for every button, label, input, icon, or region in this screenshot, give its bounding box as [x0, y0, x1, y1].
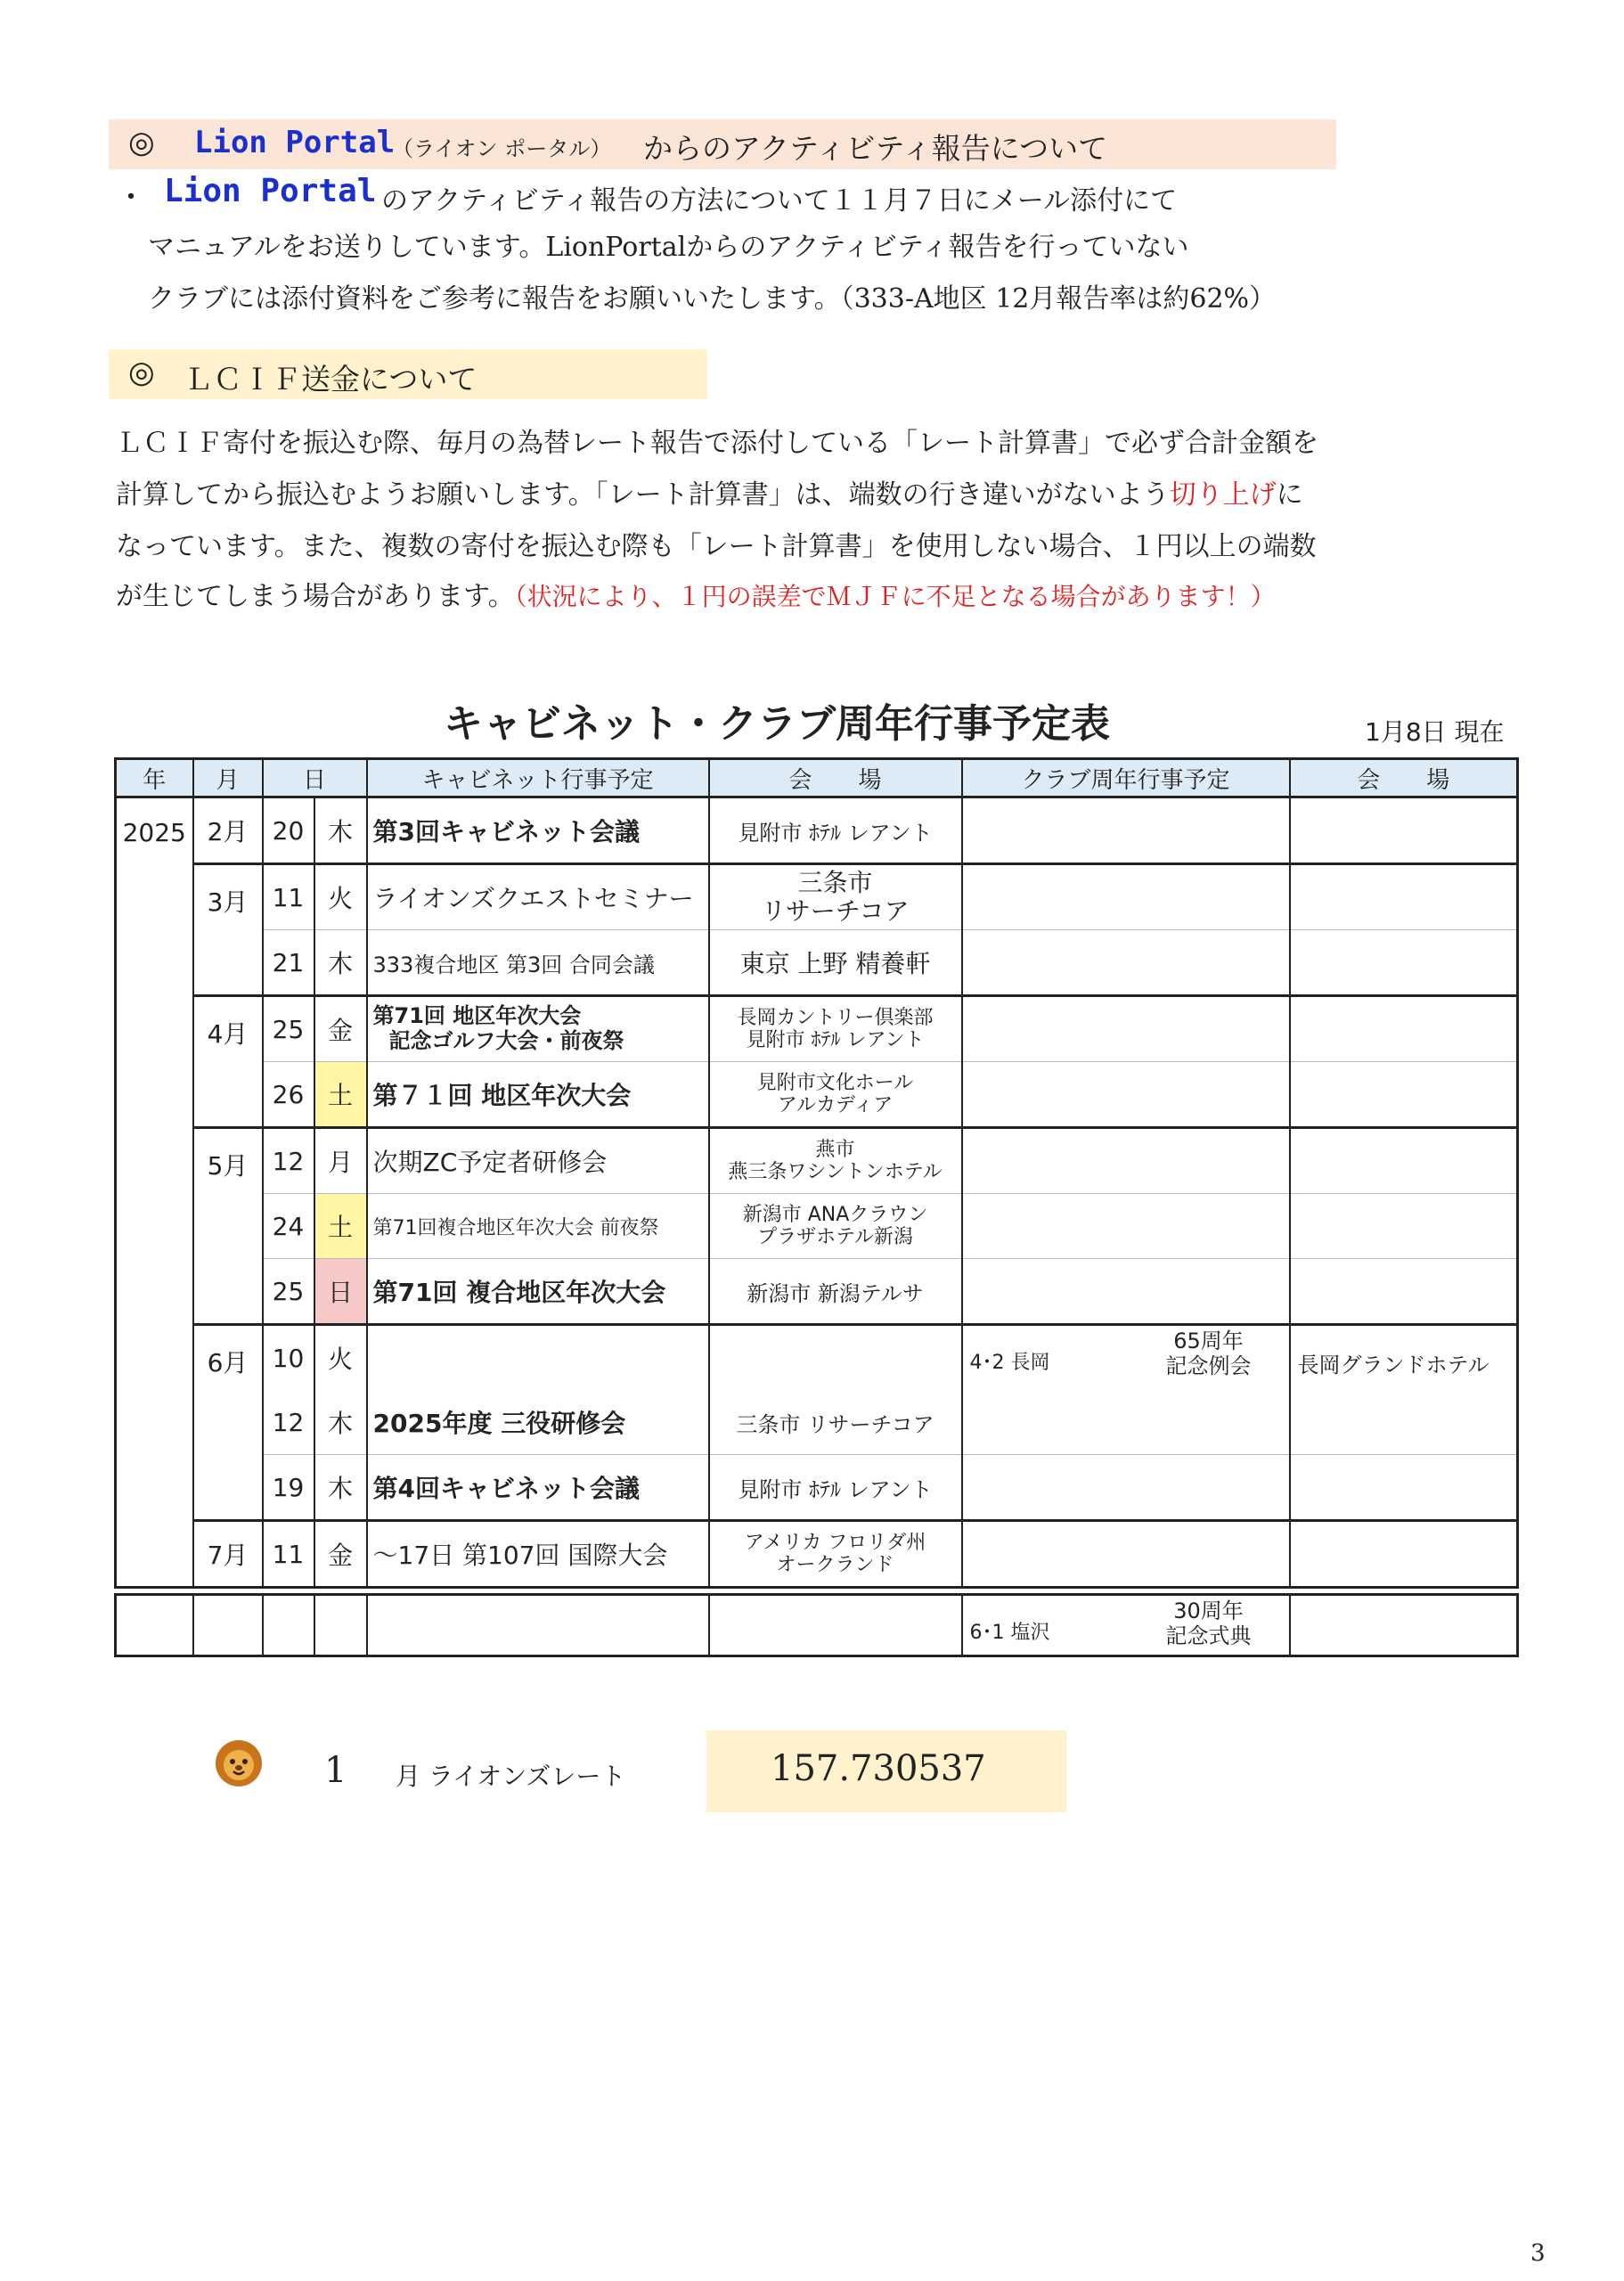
club-event-line: 65周年 — [1173, 1329, 1244, 1353]
club-event-cell — [962, 1062, 1290, 1128]
day-cell: 19 — [263, 1455, 314, 1521]
weekday-cell: 木 — [314, 1455, 367, 1521]
event-cell: 第3回キャビネット会議 — [367, 797, 709, 864]
venue-line: 見附市 ﾎﾃﾙ レアント — [746, 1029, 925, 1051]
table-row — [116, 1128, 1518, 1194]
club-venue-cell — [1290, 996, 1518, 1062]
lcif-warning: （状況により、１円の誤差でＭＪＦに不足となる場合があります！） — [514, 582, 1276, 611]
day-cell — [263, 1595, 314, 1656]
table-header-row — [116, 759, 1518, 797]
event-cell: ライオンズクエストセミナー — [367, 864, 709, 930]
weekday-cell-sunday: 日 — [314, 1259, 367, 1325]
club-event-cell — [962, 1128, 1290, 1194]
event-line: 記念ゴルフ大会・前夜祭 — [388, 1028, 624, 1053]
month-cell: 3月 — [193, 864, 263, 996]
event-cell — [367, 1325, 709, 1391]
event-cell: 2025年度 三役研修会 — [367, 1390, 709, 1455]
column-header-club-venue: 会 場 — [1290, 759, 1518, 797]
lion-portal-line-2: マニュアルをお送りしています。LionPortalからのアクティビティ報告を行っていない — [148, 232, 1189, 263]
venue-cell: 見附市 ﾎﾃﾙ レアント — [709, 797, 962, 864]
lcif-title: ＬＣＩＦ送金について — [184, 362, 477, 397]
event-cell: 333複合地区 第3回 合同会議 — [367, 930, 709, 996]
lion-portal-line-1: のアクティビティ報告の方法について１１月７日にメール添付にて — [381, 185, 1178, 217]
day-cell: 12 — [263, 1390, 314, 1455]
venue-line: アメリカ フロリダ州 — [744, 1531, 926, 1554]
club-event — [1166, 1329, 1252, 1378]
club-venue-cell — [1290, 797, 1518, 864]
venue-cell: 新潟市 新潟テルサ — [709, 1259, 962, 1325]
club-venue-cell: 長岡グランドホテル — [1290, 1325, 1518, 1455]
club-venue-cell — [1290, 1595, 1518, 1656]
day-cell: 25 — [263, 996, 314, 1062]
table-row — [116, 1194, 1518, 1259]
venue-cell — [709, 864, 962, 930]
year-cell — [116, 1595, 193, 1656]
event-cell: ～17日 第107回 国際大会 — [367, 1521, 709, 1588]
lcif-text: に — [1276, 479, 1303, 511]
venue-line: 燕市 — [815, 1138, 855, 1161]
event-cell: 第71回 複合地区年次大会 — [367, 1259, 709, 1325]
table-row — [116, 996, 1518, 1062]
venue-line: 長岡カントリー倶楽部 — [737, 1006, 934, 1029]
table-row — [116, 864, 1518, 930]
table-row — [116, 1325, 1518, 1391]
column-header-cabinet-event: キャビネット行事予定 — [367, 759, 709, 797]
club-event-cell — [962, 797, 1290, 864]
lion-icon — [214, 1737, 264, 1789]
club-event-cell — [962, 1455, 1290, 1521]
table-row — [116, 1259, 1518, 1325]
club-event-line: 30周年 — [1173, 1598, 1244, 1623]
column-header-venue: 会 場 — [709, 759, 962, 797]
schedule-title: キャビネット・クラブ周年行事予定表 — [444, 701, 1110, 747]
weekday-cell: 火 — [314, 864, 367, 930]
club-event-cell — [962, 1194, 1290, 1259]
club-venue-cell — [1290, 1521, 1518, 1588]
club-event-cell — [962, 1521, 1290, 1588]
venue-line: 三条市 — [797, 867, 873, 897]
table-row — [116, 1595, 1518, 1656]
event-cell: 第７１回 地区年次大会 — [367, 1062, 709, 1128]
weekday-cell: 火 — [314, 1325, 367, 1391]
venue-cell — [709, 1062, 962, 1128]
column-header-month: 月 — [193, 759, 263, 797]
lcif-paragraph-line-3: なっています。また、複数の寄付を振込む際も「レート計算書」を使用しない場合、１円以上の端数 — [116, 531, 1317, 562]
schedule-table — [114, 757, 1519, 1589]
weekday-cell: 金 — [314, 996, 367, 1062]
day-cell: 24 — [263, 1194, 314, 1259]
month-cell: 6月 — [193, 1325, 263, 1521]
event-cell — [367, 1595, 709, 1656]
club-venue-cell — [1290, 1455, 1518, 1521]
extra-schedule-table — [114, 1593, 1519, 1657]
day-cell: 20 — [263, 797, 314, 864]
lcif-text: 計算してから振込むようお願いします。「レート計算書」は、端数の行き違いがないよう — [116, 479, 1170, 511]
lion-portal-reading: （ライオン ポータル） — [392, 136, 612, 161]
venue-line: リサーチコア — [761, 896, 910, 926]
as-of-date: 1月8日 現在 — [1365, 717, 1505, 747]
event-cell: 第4回キャビネット会議 — [367, 1455, 709, 1521]
double-circle-icon: ◎ — [128, 125, 155, 160]
club-event-line: 記念式典 — [1165, 1623, 1252, 1648]
weekday-cell-saturday: 土 — [314, 1062, 367, 1128]
lcif-header — [109, 349, 707, 399]
lcif-paragraph-line-1: ＬＣＩＦ寄付を振込む際、毎月の為替レート報告で添付している「レート計算書」で必ず合計金額を — [116, 428, 1318, 459]
rate-value: 157.730537 — [771, 1748, 986, 1789]
club-venue-cell — [1290, 1194, 1518, 1259]
weekday-cell: 木 — [314, 1390, 367, 1455]
weekday-cell: 木 — [314, 930, 367, 996]
venue-cell: 東京 上野 精養軒 — [709, 930, 962, 996]
lion-portal-body-brand: Lion Portal — [164, 173, 377, 209]
venue-cell: 三条市 リサーチコア — [709, 1390, 962, 1455]
year-cell: 2025 — [116, 797, 193, 1588]
column-header-year: 年 — [116, 759, 193, 797]
table-row — [116, 930, 1518, 996]
club-event-cell — [962, 864, 1290, 930]
rate-label: 月 ライオンズレート — [396, 1762, 626, 1791]
event-cell: 次期ZC予定者研修会 — [367, 1128, 709, 1194]
table-row — [116, 797, 1518, 864]
month-cell — [193, 1595, 263, 1656]
club-event-cell — [962, 1595, 1290, 1656]
weekday-cell: 金 — [314, 1521, 367, 1588]
club-event-cell — [962, 996, 1290, 1062]
club-date-text: 4･2 長岡 — [969, 1352, 1050, 1374]
venue-cell: 見附市 ﾎﾃﾙ レアント — [709, 1455, 962, 1521]
month-cell: 5月 — [193, 1128, 263, 1325]
weekday-cell: 月 — [314, 1128, 367, 1194]
event-cell — [367, 996, 709, 1062]
venue-line: オークランド — [776, 1554, 894, 1576]
month-cell: 4月 — [193, 996, 263, 1128]
club-venue-cell — [1290, 930, 1518, 996]
venue-line: 新潟市 ANAクラウン — [742, 1203, 928, 1226]
venue-line: 見附市文化ホール — [756, 1071, 914, 1094]
day-cell: 11 — [263, 864, 314, 930]
page-number: 3 — [1530, 2240, 1546, 2267]
venue-cell — [709, 1325, 962, 1391]
venue-line: アルカディア — [777, 1094, 894, 1116]
lion-portal-brand: Lion Portal — [194, 125, 396, 160]
table-row — [116, 1062, 1518, 1128]
venue-cell — [709, 1521, 962, 1588]
club-venue-cell — [1290, 864, 1518, 930]
venue-cell — [709, 996, 962, 1062]
venue-cell — [709, 1194, 962, 1259]
club-event-cell — [962, 1325, 1290, 1455]
column-header-day: 日 — [263, 759, 367, 797]
club-venue-cell — [1290, 1259, 1518, 1325]
lion-portal-title: からのアクティビティ報告について — [643, 131, 1108, 166]
weekday-cell — [314, 1595, 367, 1656]
club-venue-cell — [1290, 1128, 1518, 1194]
lion-portal-header — [109, 119, 1336, 169]
day-cell: 21 — [263, 930, 314, 996]
round-up-emphasis: 切り上げ — [1169, 479, 1277, 511]
lion-portal-line-3: クラブには添付資料をご参考に報告をお願いいたします。（333-A地区 12月報告率は約62%） — [148, 283, 1277, 315]
club-event — [1166, 1599, 1252, 1648]
table-row — [116, 1455, 1518, 1521]
double-circle-icon: ◎ — [128, 355, 155, 390]
club-event-cell — [962, 1259, 1290, 1325]
venue-cell — [709, 1128, 962, 1194]
weekday-cell: 木 — [314, 797, 367, 864]
club-venue-cell — [1290, 1062, 1518, 1128]
venue-cell — [709, 1595, 962, 1656]
day-cell: 10 — [263, 1325, 314, 1391]
rate-box — [706, 1730, 1066, 1812]
column-header-club-event: クラブ周年行事予定 — [962, 759, 1290, 797]
club-event-cell — [962, 930, 1290, 996]
event-cell: 第71回複合地区年次大会 前夜祭 — [367, 1194, 709, 1259]
club-event-line: 記念例会 — [1165, 1353, 1252, 1378]
club-date — [970, 1345, 1050, 1375]
club-date: 6･1 塩沢 — [969, 1622, 1050, 1644]
table-row — [116, 1521, 1518, 1588]
lcif-paragraph-line-4 — [116, 574, 1276, 613]
day-cell: 25 — [263, 1259, 314, 1325]
venue-line: プラザホテル新潟 — [757, 1226, 913, 1248]
weekday-cell-saturday: 土 — [314, 1194, 367, 1259]
day-cell: 26 — [263, 1062, 314, 1128]
lcif-text: が生じてしまう場合があります。 — [116, 581, 515, 612]
venue-line: 燕三条ワシントンホテル — [728, 1161, 943, 1183]
day-cell: 11 — [263, 1521, 314, 1588]
rate-month: 1 — [324, 1750, 347, 1791]
day-cell: 12 — [263, 1128, 314, 1194]
event-line: 第71回 地区年次大会 — [372, 1003, 582, 1029]
lcif-paragraph-line-2 — [116, 472, 1303, 511]
month-cell: 2月 — [193, 797, 263, 864]
bullet: ・ — [116, 180, 146, 216]
month-cell: 7月 — [193, 1521, 263, 1588]
